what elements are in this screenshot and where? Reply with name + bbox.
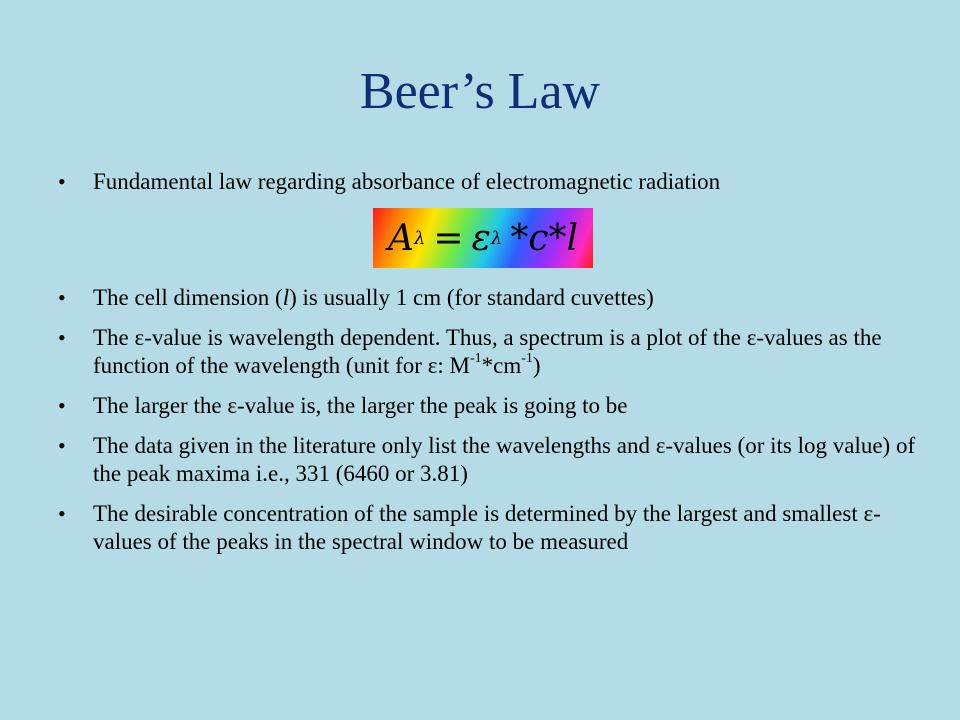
bullet-text-part: The data given in the literature only list the wavelengths and <box>93 433 656 458</box>
bullet-item-cell-dimension <box>58 284 928 312</box>
epsilon-symbol: ε <box>863 501 874 526</box>
equation-multiply-2: * <box>548 217 567 259</box>
bullet-icon: • <box>58 501 66 526</box>
bullet-text-part: -values as the function of the wavelength (unit for <box>93 325 882 378</box>
bullet-icon: • <box>58 285 66 310</box>
bullet-text-part: -value is, the larger the peak is going to be <box>237 393 628 418</box>
equation-lambda-subscript: λ <box>413 227 426 249</box>
equation-path-length: l <box>566 217 579 259</box>
bullet-text-part: ) <box>532 353 541 378</box>
bullet-item-desirable-concentration <box>58 500 928 556</box>
equation-equals: = <box>433 217 464 259</box>
epsilon-symbol: ε <box>655 433 666 458</box>
bullet-list <box>58 168 928 568</box>
bullet-text-part: The <box>93 325 135 350</box>
bullet-icon: • <box>58 169 66 194</box>
slide-title: Beer’s Law <box>359 63 601 120</box>
equation-absorbance: A <box>387 217 414 259</box>
bullet-item-larger-epsilon <box>58 392 928 420</box>
epsilon-symbol: ε <box>746 325 757 350</box>
superscript: -1 <box>469 351 482 367</box>
epsilon-symbol: ε <box>227 393 237 418</box>
beers-law-equation <box>373 208 593 268</box>
epsilon-symbol: ε <box>134 325 145 350</box>
superscript: -1 <box>521 351 533 367</box>
bullet-icon: • <box>58 325 66 350</box>
bullet-item-fundamental-law <box>58 168 928 196</box>
bullet-text: Fundamental law regarding absorbance of electromagnetic radiation <box>93 169 721 194</box>
bullet-item-epsilon-wavelength <box>58 324 928 380</box>
bullet-icon: • <box>58 393 66 418</box>
bullet-text-italic-l: l <box>282 285 290 310</box>
bullet-text-part: The larger the <box>93 393 228 418</box>
equation-concentration: c <box>528 217 549 259</box>
bullet-item-literature-data <box>58 432 928 488</box>
bullet-text-part: The desirable concentration of the sample is determined by the largest and smallest <box>93 501 864 526</box>
equation-epsilon-subscript: λ <box>490 227 503 249</box>
equation-multiply-1: * <box>510 217 529 259</box>
bullet-text-part: -values (or its log value) of the peak maxima i.e., 331 (6460 or 3.81) <box>93 433 916 486</box>
bullet-icon: • <box>58 433 66 458</box>
bullet-text-part: ) is usually 1 cm (for standard cuvettes) <box>289 285 654 310</box>
epsilon-symbol: ε <box>427 353 438 378</box>
equation-epsilon: ε <box>471 217 491 259</box>
bullet-text-part: -value is wavelength dependent. Thus, a spectrum is a plot of the <box>144 325 747 350</box>
bullet-text-part: *cm <box>481 353 522 378</box>
bullet-text-part: : M <box>437 353 470 378</box>
bullet-text-part: The cell dimension ( <box>93 285 283 310</box>
bullet-text-part: -values of the peaks in the spectral window to be measured <box>93 501 881 554</box>
